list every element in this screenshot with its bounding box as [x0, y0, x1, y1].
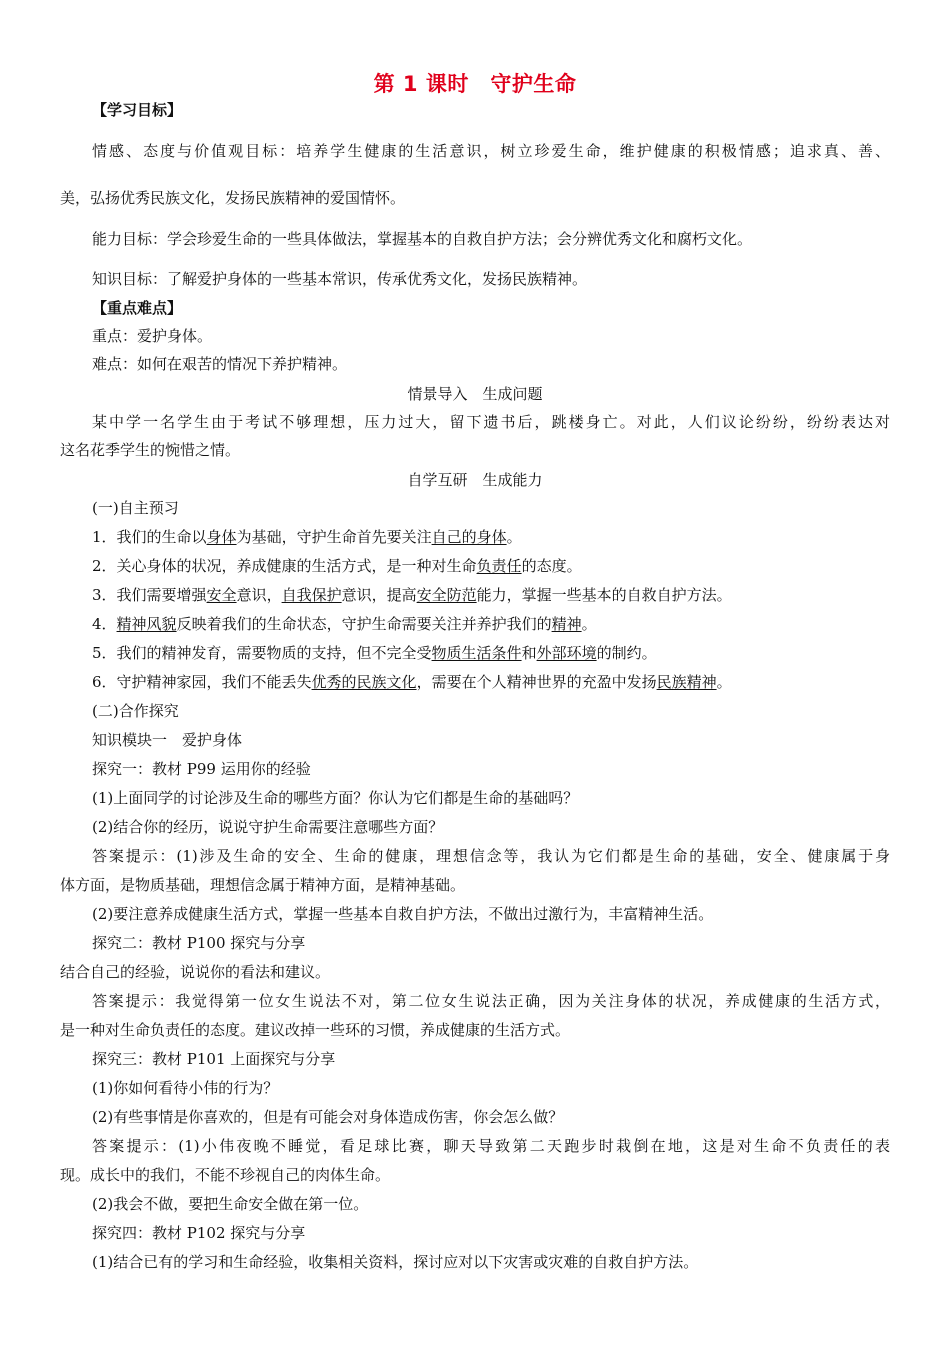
- item-text: 意识，: [236, 586, 282, 604]
- item-text: 为基础，守护生命首先要关注: [236, 528, 432, 546]
- intro-heading: 情景导入 生成问题: [407, 385, 543, 403]
- item-text: 的态度。: [521, 557, 582, 575]
- exploration-1-title: 探究一：教材 P99 运用你的经验: [92, 760, 311, 778]
- exploration-1-question-2: (2)结合你的经历，说说守护生命需要注意哪些方面？: [92, 818, 444, 836]
- item-text: 能力，掌握一些基本的自救自护方法。: [476, 586, 732, 604]
- exploration-1-answer-1-line2: 体方面，是物质基础，理想信念属于精神方面，是精神基础。: [60, 876, 466, 894]
- item-text: 3．我们需要增强: [92, 586, 207, 604]
- exploration-2-answer-line1: 答案提示：我觉得第一位女生说法不对，第二位女生说法正确，因为关注身体的状况，养成健康的生活方式，: [92, 992, 890, 1010]
- item-text: 意识，提高: [341, 586, 417, 604]
- keypoints-header: 【重点难点】: [92, 299, 183, 317]
- exploration-2-answer-line2: 是一种对生命负责任的态度。建议改掉一些环的习惯，养成健康的生活方式。: [60, 1021, 571, 1039]
- cooperation-subheading: (二)合作探究: [92, 702, 179, 720]
- preview-item-1: [92, 527, 522, 547]
- exploration-1-answer-1-line1: 答案提示：(1)涉及生命的安全、生命的健康，理想信念等，我认为它们都是生命的基础，安全、健康属于身: [92, 847, 890, 865]
- objective-emotion-line2: 美，弘扬优秀民族文化，发扬民族精神的爱国情怀。: [60, 189, 406, 207]
- answer-blank: 安全: [206, 586, 237, 604]
- answer-blank: 自己的身体: [431, 528, 507, 546]
- keypoint-difficulty: 难点：如何在艰苦的情况下养护精神。: [92, 355, 348, 373]
- intro-paragraph-line2: 这名花季学生的惋惜之情。: [60, 441, 241, 459]
- answer-blank: 精神风貌: [116, 615, 177, 633]
- self-study-heading: 自学互研 生成能力: [407, 471, 543, 489]
- item-text: 。: [716, 673, 732, 691]
- exploration-3-answer-1-line2: 现。成长中的我们，不能不珍视自己的肉体生命。: [60, 1166, 391, 1184]
- preview-item-5: [92, 643, 657, 663]
- item-text: 5．我们的精神发育，需要物质的支持，但不完全受: [92, 644, 432, 662]
- objective-ability: 能力目标：学会珍爱生命的一些具体做法，掌握基本的自救自护方法；会分辨优秀文化和腐朽文化。: [92, 230, 753, 248]
- item-text: 1．我们的生命以: [92, 528, 207, 546]
- exploration-1-answer-2: (2)要注意养成健康生活方式，掌握一些基本自救自护方法，不做出过激行为，丰富精神生活。: [92, 905, 714, 923]
- keypoint-focus: 重点：爱护身体。: [92, 327, 213, 345]
- item-text: 2．关心身体的状况，养成健康的生活方式，是一种对生命: [92, 557, 477, 575]
- exploration-2-title: 探究二：教材 P100 探究与分享: [92, 934, 306, 952]
- exploration-3-question-2: (2)有些事情是你喜欢的，但是有可能会对身体造成伤害，你会怎么做？: [92, 1108, 564, 1126]
- preview-item-3: [92, 585, 732, 605]
- item-text: 6．守护精神家园，我们不能丢失: [92, 673, 312, 691]
- answer-blank: 优秀的民族文化: [311, 673, 417, 691]
- exploration-3-title: 探究三：教材 P101 上面探究与分享: [92, 1050, 336, 1068]
- item-text: 。: [506, 528, 522, 546]
- exploration-2-question: 结合自己的经验，说说你的看法和建议。: [60, 963, 331, 981]
- exploration-1-question-1: (1)上面同学的讨论涉及生命的哪些方面？你认为它们都是生命的基础吗？: [92, 789, 579, 807]
- answer-blank: 身体: [206, 528, 237, 546]
- answer-blank: 精神: [551, 615, 582, 633]
- lesson-title: 第 1 课时 守护生命: [373, 72, 577, 96]
- preview-item-6: [92, 672, 732, 692]
- answer-blank: 自我保护: [281, 586, 342, 604]
- preview-item-2: [92, 556, 582, 576]
- answer-blank: 民族精神: [656, 673, 717, 691]
- exploration-3-question-1: (1)你如何看待小伟的行为？: [92, 1079, 279, 1097]
- objectives-header: 【学习目标】: [92, 101, 183, 119]
- exploration-3-answer-2: (2)我会不做，要把生命安全做在第一位。: [92, 1195, 369, 1213]
- item-text: 和: [521, 644, 537, 662]
- item-text: 。: [581, 615, 597, 633]
- answer-blank: 物质生活条件: [431, 644, 522, 662]
- item-text: 反映着我们的生命状态，守护生命需要关注并养护我们的: [176, 615, 552, 633]
- item-text: 的制约。: [596, 644, 657, 662]
- objective-emotion-line1: 情感、态度与价值观目标：培养学生健康的生活意识，树立珍爱生命，维护健康的积极情感；追求真、善、: [92, 142, 890, 160]
- item-text: ，需要在个人精神世界的充盈中发扬: [416, 673, 657, 691]
- objective-knowledge: 知识目标：了解爱护身体的一些基本常识，传承优秀文化，发扬民族精神。: [92, 270, 588, 288]
- preview-item-4: [92, 614, 597, 634]
- answer-blank: 安全防范: [416, 586, 477, 604]
- preview-subheading: (一)自主预习: [92, 499, 179, 517]
- answer-blank: 负责任: [476, 557, 522, 575]
- answer-blank: 外部环境: [536, 644, 597, 662]
- item-text: 4．: [92, 615, 117, 633]
- exploration-4-title: 探究四：教材 P102 探究与分享: [92, 1224, 306, 1242]
- module-1-heading: 知识模块一 爱护身体: [92, 731, 243, 749]
- intro-paragraph-line1: 某中学一名学生由于考试不够理想，压力过大，留下遗书后，跳楼身亡。对此，人们议论纷纷，纷纷表达对: [92, 413, 890, 431]
- exploration-3-answer-1-line1: 答案提示：(1)小伟夜晚不睡觉，看足球比赛，聊天导致第二天跑步时栽倒在地，这是对生命不负责任的表: [92, 1137, 890, 1155]
- exploration-4-question-1: (1)结合已有的学习和生命经验，收集相关资料，探讨应对以下灾害或灾难的自救自护方法。: [92, 1253, 699, 1271]
